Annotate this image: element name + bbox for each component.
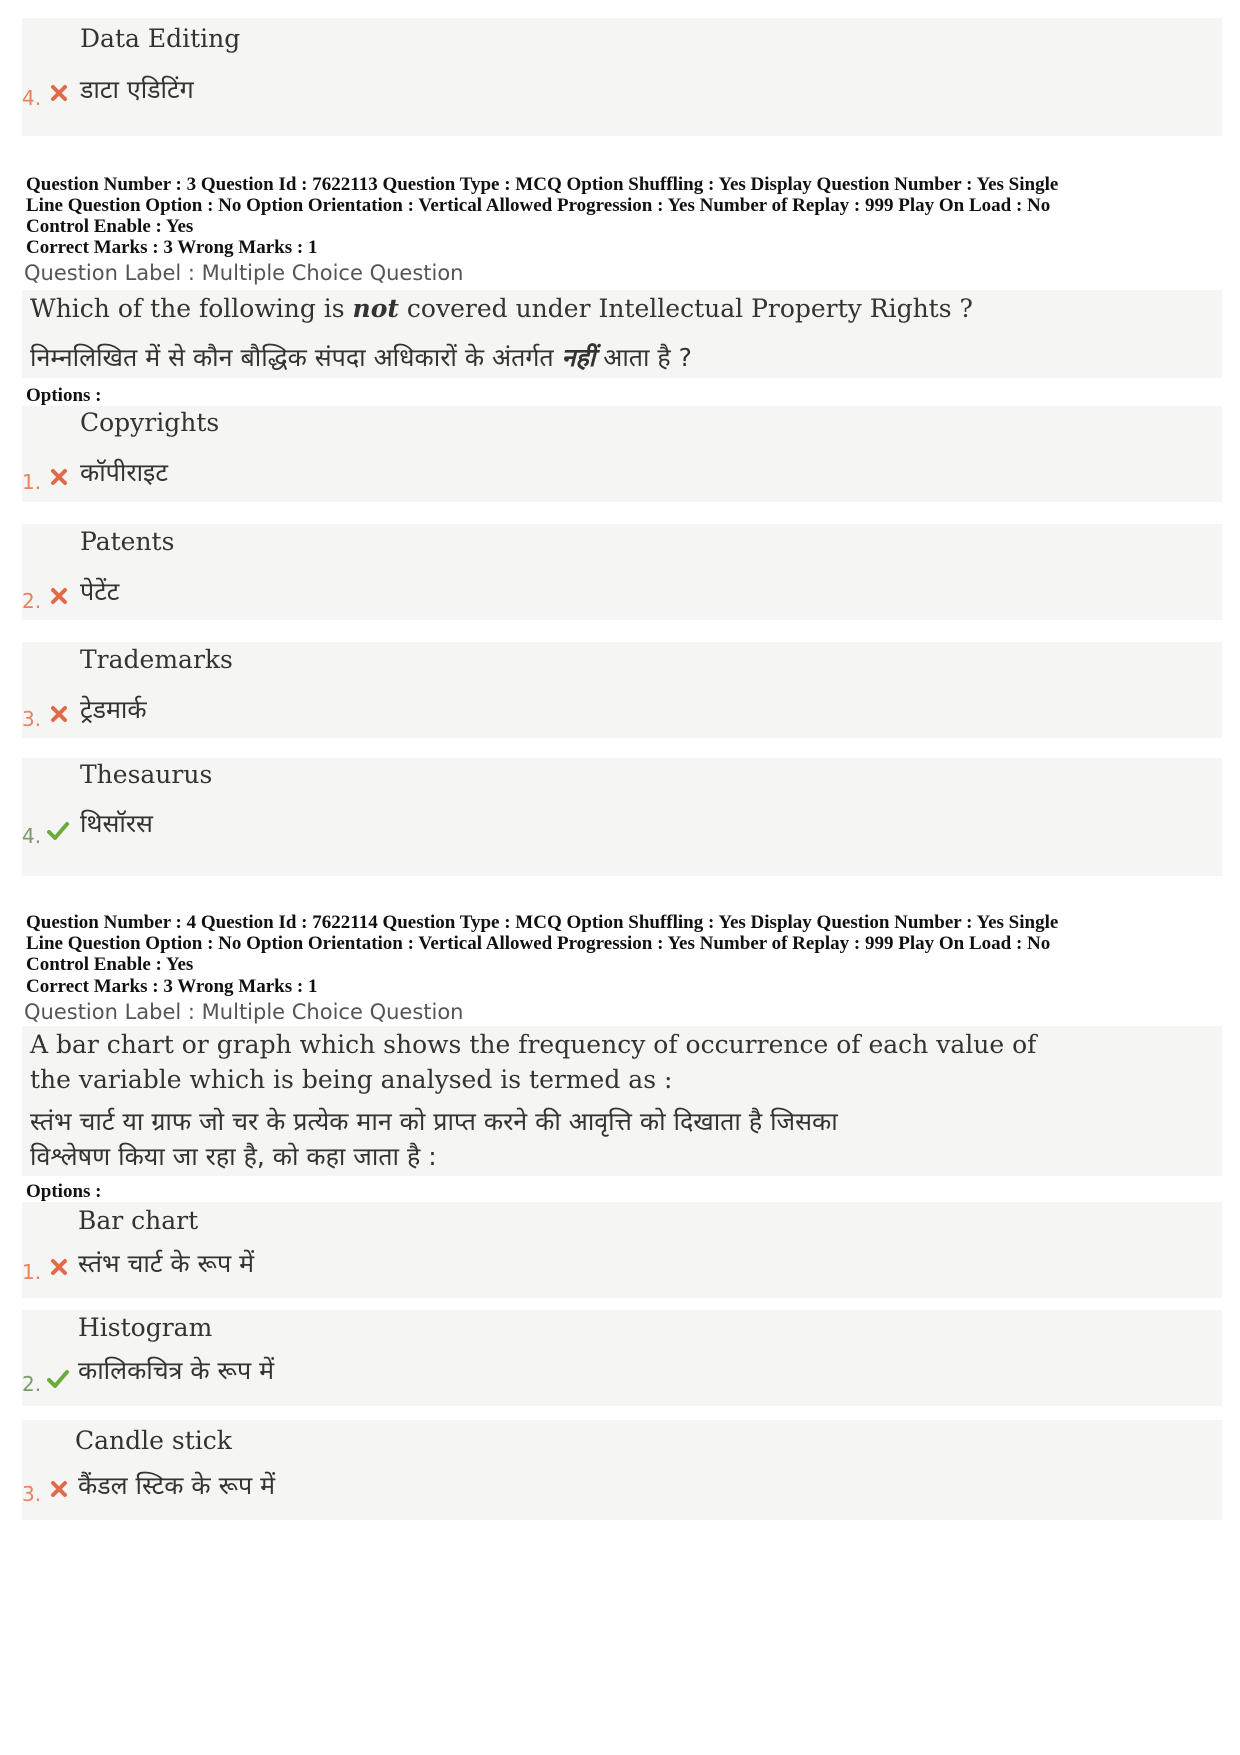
q4-text-en-1: A bar chart or graph which shows the frequency of occurrence of each value of bbox=[30, 1030, 1037, 1059]
q3-options-heading: Options : bbox=[26, 385, 102, 406]
q4-text-en-2: the variable which is being analysed is termed as : bbox=[30, 1065, 673, 1094]
q4-meta: Question Number : 4 Question Id : 7622114 Question Type : MCQ Option Shuffling : Yes Display Question Number : Yes Single Line Question Option : No Option Orientation : Vertical Allowed Progression : Yes Number of Replay : 999 Play On Load : No Control Enable : Yes bbox=[26, 912, 1059, 975]
q4-marks: Correct Marks : 3 Wrong Marks : 1 bbox=[26, 976, 318, 997]
q4-option-1-number: 1. bbox=[22, 1260, 42, 1284]
q3-option-3-en: Trademarks bbox=[80, 645, 233, 674]
cross-icon bbox=[50, 84, 68, 102]
q3-option-3-hi: ट्रेडमार्क bbox=[80, 695, 147, 724]
q3-option-1-hi: कॉपीराइट bbox=[80, 458, 168, 487]
q3-text-hi: निम्नलिखित में से कौन बौद्धिक संपदा अधिकारों के अंतर्गत नहीं आता है ? bbox=[30, 343, 692, 372]
q3-label: Question Label : Multiple Choice Question bbox=[24, 261, 464, 285]
cross-icon bbox=[50, 1258, 68, 1276]
check-icon bbox=[46, 1368, 70, 1390]
q3-option-1-number: 1. bbox=[22, 470, 42, 494]
q4-option-2-en: Histogram bbox=[78, 1313, 213, 1342]
q4-text-hi-2: विश्लेषण किया जा रहा है, को कहा जाता है : bbox=[30, 1142, 437, 1171]
q3-option-4-en: Thesaurus bbox=[80, 760, 213, 789]
q4-option-3-number: 3. bbox=[22, 1482, 42, 1506]
q3-option-4-hi: थिसॉरस bbox=[80, 809, 153, 838]
prev-option-number: 4. bbox=[22, 86, 42, 110]
check-icon bbox=[46, 820, 70, 842]
q4-option-1-hi: स्तंभ चार्ट के रूप में bbox=[78, 1249, 255, 1278]
q3-option-panel-2 bbox=[22, 524, 1222, 620]
q4-text-hi-1: स्तंभ चार्ट या ग्राफ जो चर के प्रत्येक मान को प्राप्त करने की आवृत्ति को दिखाता है जिसका bbox=[30, 1107, 838, 1136]
cross-icon bbox=[50, 468, 68, 486]
q3-option-4-number: 4. bbox=[22, 824, 42, 848]
q3-option-2-number: 2. bbox=[22, 589, 42, 613]
q3-option-3-number: 3. bbox=[22, 707, 42, 731]
q4-label: Question Label : Multiple Choice Question bbox=[24, 1000, 464, 1024]
cross-icon bbox=[50, 1480, 68, 1498]
q3-option-2-en: Patents bbox=[80, 527, 175, 556]
prev-option-hi: डाटा एडिटिंग bbox=[80, 75, 194, 104]
q3-option-2-hi: पेटेंट bbox=[80, 577, 120, 606]
prev-option-en: Data Editing bbox=[80, 24, 241, 53]
cross-icon bbox=[50, 587, 68, 605]
q3-meta: Question Number : 3 Question Id : 7622113 Question Type : MCQ Option Shuffling : Yes Display Question Number : Yes Single Line Question Option : No Option Orientation : Vertical Allowed Progression : Yes Number of Replay : 999 Play On Load : No Control Enable : Yes bbox=[26, 174, 1059, 237]
q3-option-1-en: Copyrights bbox=[80, 408, 220, 437]
q4-option-2-number: 2. bbox=[22, 1372, 42, 1396]
cross-icon bbox=[50, 705, 68, 723]
q4-options-heading: Options : bbox=[26, 1181, 102, 1202]
q4-option-3-hi: कैंडल स्टिक के रूप में bbox=[78, 1471, 276, 1500]
q4-option-3-en: Candle stick bbox=[75, 1426, 232, 1455]
q4-option-2-hi: कालिकचित्र के रूप में bbox=[78, 1356, 275, 1385]
q3-text-en: Which of the following is not covered under Intellectual Property Rights ? bbox=[30, 294, 973, 323]
q4-option-1-en: Bar chart bbox=[78, 1206, 199, 1235]
q3-marks: Correct Marks : 3 Wrong Marks : 1 bbox=[26, 237, 318, 258]
